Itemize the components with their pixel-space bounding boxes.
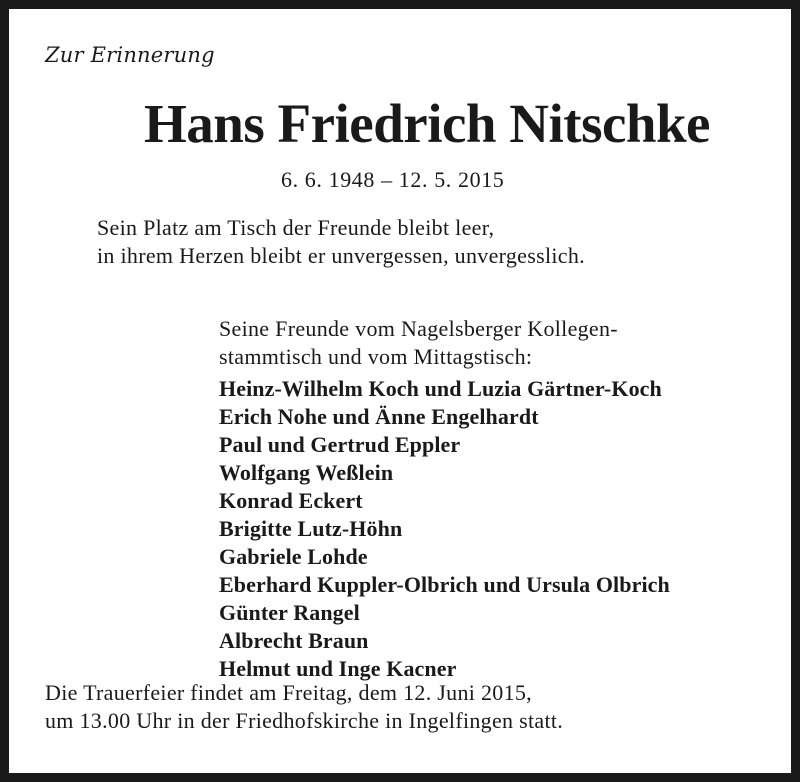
signer-name: Eberhard Kuppler-Olbrich und Ursula Olbrich <box>219 572 670 597</box>
signers-intro-line: stammtisch und vom Mittagstisch: <box>219 344 533 369</box>
service-line: Die Trauerfeier findet am Freitag, dem 12. Juni 2015, <box>45 680 532 705</box>
memorial-verse <box>97 214 585 270</box>
signers-intro-line: Seine Freunde vom Nagelsberger Kollegen- <box>219 316 618 341</box>
signer-name: Konrad Eckert <box>219 488 363 513</box>
signers-block <box>219 293 670 683</box>
signer-name: Brigitte Lutz-Höhn <box>219 516 403 541</box>
signer-name: Helmut und Inge Kacner <box>219 656 457 681</box>
verse-line: in ihrem Herzen bleibt er unvergessen, unvergesslich. <box>97 243 585 268</box>
signer-name: Paul und Gertrud Eppler <box>219 432 461 457</box>
verse-line: Sein Platz am Tisch der Freunde bleibt leer, <box>97 215 495 240</box>
signer-name: Heinz-Wilhelm Koch und Luzia Gärtner-Koch <box>219 376 662 401</box>
signers-intro <box>219 315 670 371</box>
signer-name: Günter Rangel <box>219 600 360 625</box>
signer-name: Albrecht Braun <box>219 628 369 653</box>
deceased-name: Hans Friedrich Nitschke <box>144 93 710 154</box>
signer-list <box>219 375 670 683</box>
signer-name: Wolfgang Weßlein <box>219 460 394 485</box>
service-line: um 13.00 Uhr in der Friedhofskirche in Ingelfingen statt. <box>45 708 564 733</box>
intro-text: Zur Erinnerung <box>45 43 215 67</box>
funeral-service-info <box>45 679 563 735</box>
signer-name: Gabriele Lohde <box>219 544 368 569</box>
life-dates: 6. 6. 1948 – 12. 5. 2015 <box>281 167 505 192</box>
signer-name: Erich Nohe und Änne Engelhardt <box>219 404 539 429</box>
